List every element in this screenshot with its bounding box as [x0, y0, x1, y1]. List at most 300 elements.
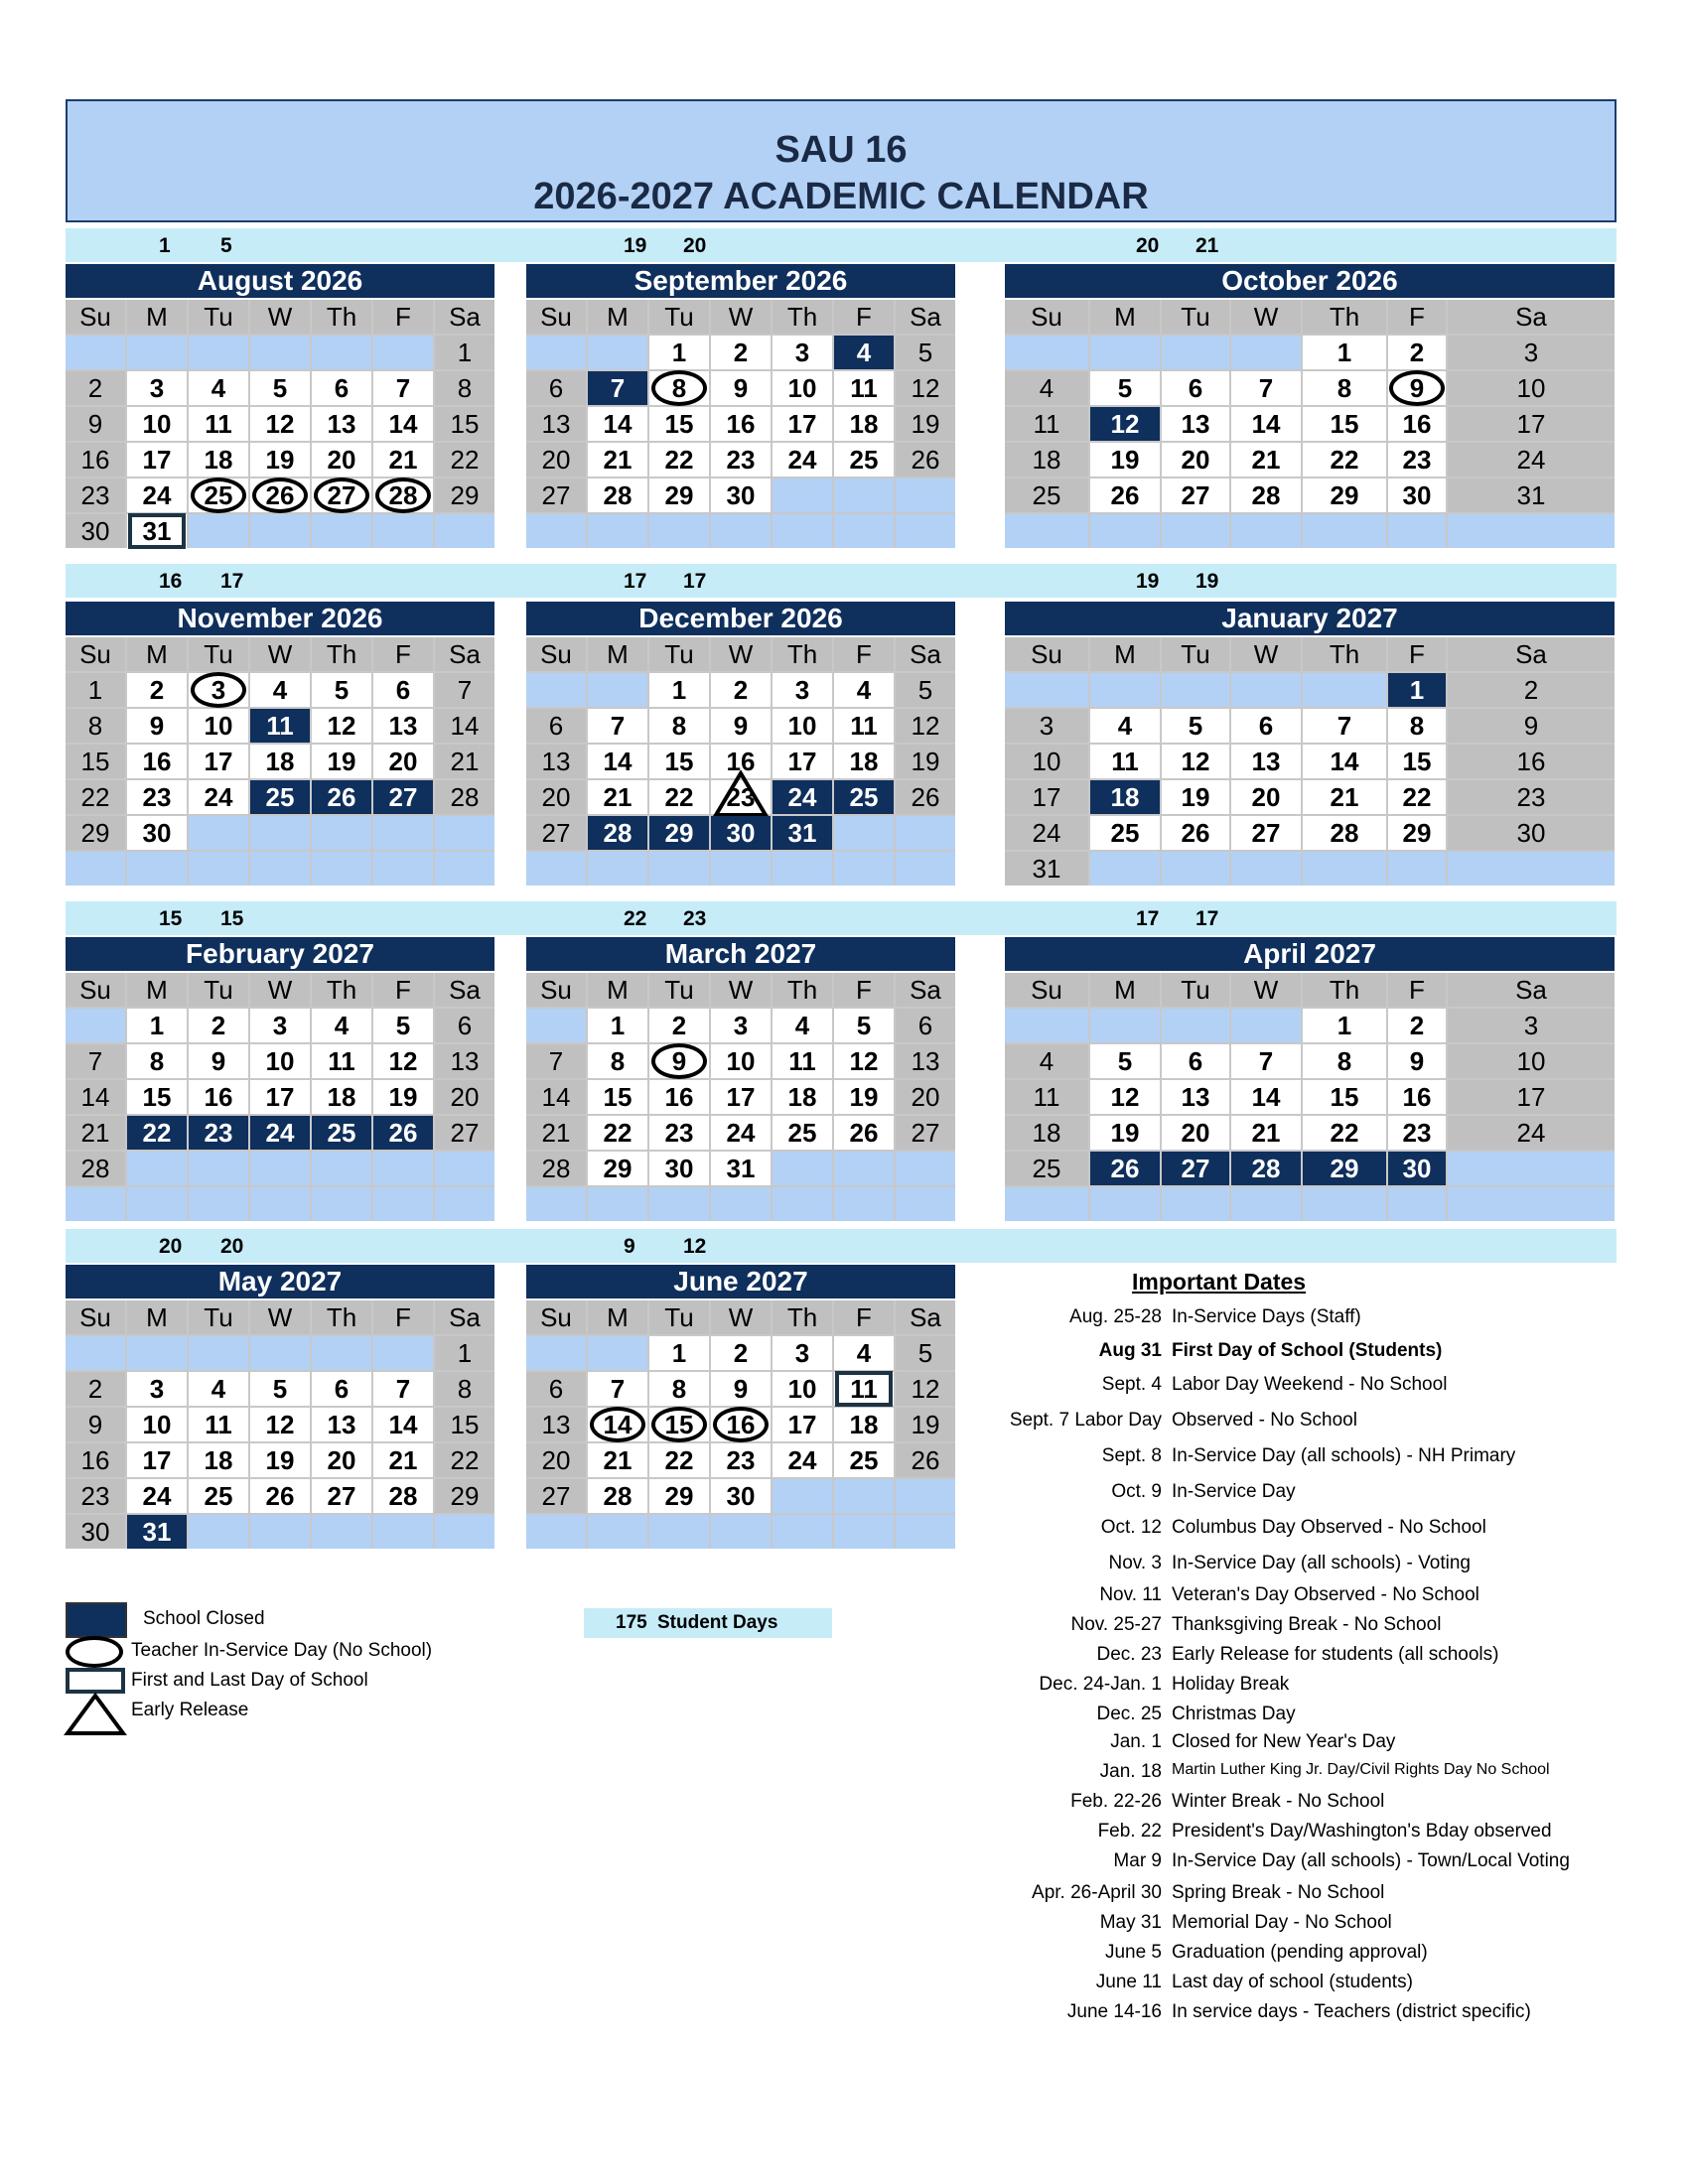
day-cell: 5	[373, 1009, 433, 1042]
empty-day-cell	[250, 336, 310, 369]
weekday-header: Su	[66, 1300, 125, 1334]
day-cell: 7	[435, 673, 494, 707]
weekday-header: M	[127, 973, 187, 1007]
important-description: Holiday Break	[1172, 1674, 1290, 1695]
day-cell: 5	[896, 673, 955, 707]
day-cell: 5	[1090, 1044, 1160, 1078]
important-dates-title: Important Dates	[1132, 1269, 1307, 1295]
empty-day-cell	[588, 852, 647, 886]
empty-day-cell	[1231, 852, 1301, 886]
day-cell: 26	[1162, 816, 1229, 850]
day-count: 1	[159, 234, 171, 257]
day-cell: 25	[1005, 478, 1088, 512]
day-count: 20	[683, 234, 707, 257]
day-cell: 25	[834, 443, 894, 477]
day-cell: 29	[1303, 478, 1386, 512]
day-cell: 25	[1090, 816, 1160, 850]
day-cell: 21	[1303, 780, 1386, 814]
day-cell: 17	[1448, 407, 1615, 441]
important-description: President's Day/Washington's Bday observed	[1172, 1821, 1552, 1842]
day-cell: 8	[649, 709, 709, 743]
empty-day-cell	[189, 1515, 248, 1549]
empty-day-cell	[834, 1187, 894, 1221]
day-cell: 2	[127, 673, 187, 707]
day-cell: 29	[435, 1479, 494, 1513]
day-cell: 5	[250, 371, 310, 405]
day-cell: 26	[250, 478, 310, 512]
day-count: 15	[220, 907, 244, 930]
day-cell: 17	[773, 1408, 832, 1441]
week-count-strip	[66, 901, 1617, 935]
empty-day-cell	[896, 816, 955, 850]
legend-firstlast-label: First and Last Day of School	[131, 1670, 368, 1691]
day-count: 17	[624, 570, 647, 593]
weekday-header: Su	[1005, 300, 1088, 334]
day-cell: 2	[189, 1009, 248, 1042]
day-cell: 16	[649, 1080, 709, 1114]
empty-day-cell	[373, 1187, 433, 1221]
day-cell: 27	[1162, 1152, 1229, 1185]
day-cell: 4	[189, 1372, 248, 1406]
month-title: December 2026	[526, 602, 955, 635]
day-cell: 9	[1388, 371, 1446, 405]
month-title: May 2027	[66, 1265, 494, 1298]
day-cell: 29	[1303, 1152, 1386, 1185]
calendar-title: 2026-2027 ACADEMIC CALENDAR	[533, 176, 1149, 217]
empty-day-cell	[526, 336, 586, 369]
empty-day-cell	[189, 1336, 248, 1370]
day-cell: 20	[526, 780, 586, 814]
weekday-header: Th	[312, 973, 371, 1007]
weekday-header: W	[250, 1300, 310, 1334]
day-cell: 31	[1448, 478, 1615, 512]
day-cell: 4	[1005, 1044, 1088, 1078]
empty-day-cell	[773, 478, 832, 512]
weekday-header: F	[1388, 637, 1446, 671]
empty-day-cell	[526, 1336, 586, 1370]
day-cell: 3	[1448, 1009, 1615, 1042]
weekday-header: Su	[66, 300, 125, 334]
day-cell: 5	[250, 1372, 310, 1406]
empty-day-cell	[435, 852, 494, 886]
day-cell: 19	[250, 443, 310, 477]
weekday-header: Sa	[435, 300, 494, 334]
day-cell: 22	[588, 1116, 647, 1150]
day-cell: 8	[435, 1372, 494, 1406]
important-description: In-Service Day (all schools) - Voting	[1172, 1553, 1471, 1573]
day-cell: 8	[1388, 709, 1446, 743]
day-cell: 3	[250, 1009, 310, 1042]
weekday-header: W	[711, 973, 771, 1007]
important-description: In service days - Teachers (district specific)	[1172, 2001, 1531, 2022]
empty-day-cell	[1231, 673, 1301, 707]
day-cell: 16	[1448, 745, 1615, 778]
empty-day-cell	[312, 852, 371, 886]
day-cell: 13	[896, 1044, 955, 1078]
day-cell: 16	[127, 745, 187, 778]
month-november-2026	[66, 602, 494, 886]
day-cell: 18	[1005, 443, 1088, 477]
empty-day-cell	[711, 1187, 771, 1221]
day-cell: 5	[1090, 371, 1160, 405]
weekday-header: Tu	[1162, 300, 1229, 334]
day-cell: 5	[896, 1336, 955, 1370]
month-title: January 2027	[1005, 602, 1615, 635]
district-title: SAU 16	[774, 129, 908, 171]
weekday-header: Th	[1303, 300, 1386, 334]
empty-day-cell	[1090, 1187, 1160, 1221]
empty-day-cell	[1162, 1187, 1229, 1221]
day-cell: 24	[1448, 443, 1615, 477]
day-cell: 19	[896, 407, 955, 441]
weekday-header: Sa	[1448, 300, 1615, 334]
day-count: 17	[1196, 907, 1219, 930]
day-cell: 19	[896, 1408, 955, 1441]
day-cell: 31	[711, 1152, 771, 1185]
empty-day-cell	[66, 336, 125, 369]
day-cell: 29	[649, 816, 709, 850]
day-cell: 22	[649, 780, 709, 814]
day-count: 15	[159, 907, 183, 930]
month-january-2027	[1005, 602, 1615, 886]
day-cell: 18	[189, 1443, 248, 1477]
day-cell: 9	[66, 407, 125, 441]
empty-day-cell	[66, 1336, 125, 1370]
day-cell: 20	[312, 443, 371, 477]
day-cell: 30	[1448, 816, 1615, 850]
day-cell: 14	[1303, 745, 1386, 778]
day-cell: 2	[711, 336, 771, 369]
day-cell: 3	[1448, 336, 1615, 369]
empty-day-cell	[1090, 1009, 1160, 1042]
day-cell: 9	[711, 709, 771, 743]
day-cell: 4	[312, 1009, 371, 1042]
empty-day-cell	[1388, 514, 1446, 548]
day-cell: 4	[773, 1009, 832, 1042]
day-cell: 4	[834, 673, 894, 707]
day-cell: 29	[649, 1479, 709, 1513]
day-cell: 10	[773, 371, 832, 405]
empty-day-cell	[834, 478, 894, 512]
day-cell: 25	[250, 780, 310, 814]
day-cell: 24	[250, 1116, 310, 1150]
day-cell: 24	[127, 478, 187, 512]
day-cell: 8	[435, 371, 494, 405]
weekday-header: Sa	[1448, 637, 1615, 671]
weekday-header: Th	[773, 637, 832, 671]
month-september-2026	[526, 264, 955, 548]
day-cell: 8	[66, 709, 125, 743]
empty-day-cell	[66, 1009, 125, 1042]
empty-day-cell	[250, 514, 310, 548]
weekday-header: F	[373, 1300, 433, 1334]
empty-day-cell	[250, 1152, 310, 1185]
empty-day-cell	[1090, 673, 1160, 707]
empty-day-cell	[649, 852, 709, 886]
empty-day-cell	[526, 1515, 586, 1549]
day-cell: 22	[66, 780, 125, 814]
month-october-2026	[1005, 264, 1615, 548]
day-cell: 30	[649, 1152, 709, 1185]
day-cell: 29	[588, 1152, 647, 1185]
weekday-header: Sa	[435, 1300, 494, 1334]
empty-day-cell	[373, 1515, 433, 1549]
day-cell: 3	[711, 1009, 771, 1042]
day-cell: 12	[1090, 1080, 1160, 1114]
day-cell: 6	[312, 1372, 371, 1406]
legend-closed-label: School Closed	[143, 1608, 265, 1629]
day-cell: 8	[127, 1044, 187, 1078]
month-grid	[1005, 300, 1615, 548]
day-cell: 29	[435, 478, 494, 512]
month-march-2027	[526, 937, 955, 1221]
empty-day-cell	[1388, 852, 1446, 886]
day-cell: 26	[250, 1479, 310, 1513]
day-cell: 31	[773, 816, 832, 850]
day-cell: 15	[1303, 407, 1386, 441]
day-cell: 30	[711, 478, 771, 512]
day-cell: 6	[1162, 1044, 1229, 1078]
day-cell: 19	[250, 1443, 310, 1477]
day-cell: 7	[588, 371, 647, 405]
empty-day-cell	[773, 1187, 832, 1221]
empty-day-cell	[1303, 1187, 1386, 1221]
day-cell: 15	[1388, 745, 1446, 778]
day-cell: 15	[649, 745, 709, 778]
weekday-header: Tu	[649, 637, 709, 671]
weekday-header: Tu	[189, 973, 248, 1007]
day-cell: 1	[435, 336, 494, 369]
day-cell: 5	[312, 673, 371, 707]
important-description: Memorial Day - No School	[1172, 1912, 1392, 1933]
month-title: October 2026	[1005, 264, 1615, 298]
day-cell: 26	[373, 1116, 433, 1150]
weekday-header: M	[588, 1300, 647, 1334]
day-cell: 22	[1388, 780, 1446, 814]
day-cell: 27	[373, 780, 433, 814]
day-cell: 7	[588, 1372, 647, 1406]
day-cell: 25	[1005, 1152, 1088, 1185]
day-count: 9	[624, 1235, 635, 1258]
weekday-header: M	[588, 637, 647, 671]
weekday-header: Th	[312, 1300, 371, 1334]
important-description: In-Service Days (Staff)	[1172, 1306, 1361, 1327]
day-cell: 8	[1303, 1044, 1386, 1078]
weekday-header: Su	[66, 973, 125, 1007]
day-cell: 16	[1388, 1080, 1446, 1114]
month-grid	[526, 300, 955, 548]
empty-day-cell	[250, 1187, 310, 1221]
weekday-header: Sa	[896, 637, 955, 671]
legend-early-label: Early Release	[131, 1700, 249, 1720]
day-cell: 23	[127, 780, 187, 814]
day-cell: 28	[588, 478, 647, 512]
empty-day-cell	[127, 1336, 187, 1370]
day-cell: 14	[373, 407, 433, 441]
day-cell: 20	[896, 1080, 955, 1114]
weekday-header: Th	[773, 973, 832, 1007]
empty-day-cell	[1303, 514, 1386, 548]
empty-day-cell	[1090, 514, 1160, 548]
week-count-strip	[66, 1229, 1617, 1263]
important-description: Last day of school (students)	[1172, 1972, 1413, 1992]
day-cell: 7	[1231, 371, 1301, 405]
legend-firstlast-rect	[66, 1668, 125, 1694]
empty-day-cell	[1231, 1009, 1301, 1042]
day-cell: 18	[312, 1080, 371, 1114]
month-june-2027	[526, 1265, 955, 1549]
weekday-header: F	[1388, 973, 1446, 1007]
day-cell: 20	[526, 1443, 586, 1477]
month-grid	[526, 1300, 955, 1549]
empty-day-cell	[127, 1187, 187, 1221]
day-cell: 25	[773, 1116, 832, 1150]
day-cell: 14	[435, 709, 494, 743]
empty-day-cell	[711, 1515, 771, 1549]
day-count: 20	[159, 1235, 183, 1258]
day-cell: 20	[435, 1080, 494, 1114]
day-cell: 14	[373, 1408, 433, 1441]
day-cell: 8	[1303, 371, 1386, 405]
day-cell: 28	[588, 1479, 647, 1513]
empty-day-cell	[896, 1479, 955, 1513]
month-may-2027	[66, 1265, 494, 1549]
empty-day-cell	[127, 1152, 187, 1185]
empty-day-cell	[526, 1009, 586, 1042]
day-cell: 20	[312, 1443, 371, 1477]
day-cell: 31	[1005, 852, 1088, 886]
day-cell: 28	[1231, 478, 1301, 512]
important-description: In-Service Day (all schools) - Town/Local Voting	[1172, 1850, 1570, 1871]
day-cell: 18	[189, 443, 248, 477]
day-cell: 6	[526, 371, 586, 405]
empty-day-cell	[1448, 514, 1615, 548]
month-april-2027	[1005, 937, 1615, 1221]
day-cell: 3	[773, 673, 832, 707]
important-description: Observed - No School	[1172, 1410, 1357, 1431]
day-cell: 2	[711, 1336, 771, 1370]
weekday-header: Th	[1303, 637, 1386, 671]
day-cell: 21	[588, 443, 647, 477]
empty-day-cell	[189, 1187, 248, 1221]
day-cell: 26	[312, 780, 371, 814]
empty-day-cell	[711, 514, 771, 548]
day-cell: 6	[312, 371, 371, 405]
weekday-header: F	[373, 637, 433, 671]
day-cell: 28	[1303, 816, 1386, 850]
important-description: Early Release for students (all schools)	[1172, 1644, 1499, 1665]
day-cell: 24	[127, 1479, 187, 1513]
day-cell: 28	[1231, 1152, 1301, 1185]
day-cell: 5	[896, 336, 955, 369]
weekday-header: Tu	[189, 300, 248, 334]
day-cell: 10	[250, 1044, 310, 1078]
weekday-header: F	[834, 637, 894, 671]
day-cell: 8	[649, 371, 709, 405]
student-days-badge	[584, 1608, 832, 1638]
empty-day-cell	[189, 514, 248, 548]
weekday-header: F	[834, 300, 894, 334]
weekday-header: W	[711, 1300, 771, 1334]
day-cell: 26	[1090, 478, 1160, 512]
day-cell: 20	[1231, 780, 1301, 814]
month-title: September 2026	[526, 264, 955, 298]
day-cell: 11	[773, 1044, 832, 1078]
day-cell: 14	[588, 1408, 647, 1441]
empty-day-cell	[373, 816, 433, 850]
day-cell: 7	[588, 709, 647, 743]
empty-day-cell	[127, 852, 187, 886]
day-cell: 11	[189, 1408, 248, 1441]
empty-day-cell	[1448, 1152, 1615, 1185]
weekday-header: W	[250, 637, 310, 671]
day-cell: 28	[66, 1152, 125, 1185]
weekday-header: M	[1090, 300, 1160, 334]
day-cell: 12	[1090, 407, 1160, 441]
month-december-2026	[526, 602, 955, 886]
student-days-count: 175	[616, 1612, 647, 1633]
weekday-header: Th	[1303, 973, 1386, 1007]
weekday-header: W	[250, 300, 310, 334]
empty-day-cell	[588, 1187, 647, 1221]
day-cell: 14	[588, 407, 647, 441]
empty-day-cell	[1162, 514, 1229, 548]
day-cell: 16	[66, 443, 125, 477]
day-cell: 15	[649, 407, 709, 441]
day-cell: 20	[1162, 443, 1229, 477]
empty-day-cell	[66, 1187, 125, 1221]
day-cell: 19	[1090, 1116, 1160, 1150]
empty-day-cell	[373, 852, 433, 886]
day-cell: 1	[649, 673, 709, 707]
day-cell: 9	[649, 1044, 709, 1078]
day-cell: 5	[1162, 709, 1229, 743]
day-cell: 21	[435, 745, 494, 778]
weekday-header: Su	[526, 973, 586, 1007]
day-cell: 21	[1231, 1116, 1301, 1150]
empty-day-cell	[373, 1152, 433, 1185]
day-cell: 7	[373, 371, 433, 405]
empty-day-cell	[649, 1515, 709, 1549]
month-title: August 2026	[66, 264, 494, 298]
day-cell: 22	[649, 1443, 709, 1477]
day-count: 19	[1136, 570, 1160, 593]
weekday-header: Su	[526, 637, 586, 671]
day-cell: 17	[189, 745, 248, 778]
weekday-header: Th	[773, 1300, 832, 1334]
day-cell: 18	[834, 407, 894, 441]
day-cell: 13	[526, 1408, 586, 1441]
day-cell: 23	[66, 478, 125, 512]
empty-day-cell	[649, 1187, 709, 1221]
weekday-header: Th	[312, 300, 371, 334]
weekday-header: F	[373, 300, 433, 334]
empty-day-cell	[312, 1336, 371, 1370]
day-cell: 7	[373, 1372, 433, 1406]
empty-day-cell	[1448, 1187, 1615, 1221]
day-cell: 23	[66, 1479, 125, 1513]
day-cell: 1	[1303, 1009, 1386, 1042]
empty-day-cell	[250, 816, 310, 850]
day-cell: 30	[1388, 1152, 1446, 1185]
empty-day-cell	[896, 478, 955, 512]
day-cell: 4	[834, 1336, 894, 1370]
weekday-header: Th	[312, 637, 371, 671]
day-cell: 13	[435, 1044, 494, 1078]
day-cell: 6	[373, 673, 433, 707]
empty-day-cell	[189, 1152, 248, 1185]
empty-day-cell	[1448, 852, 1615, 886]
